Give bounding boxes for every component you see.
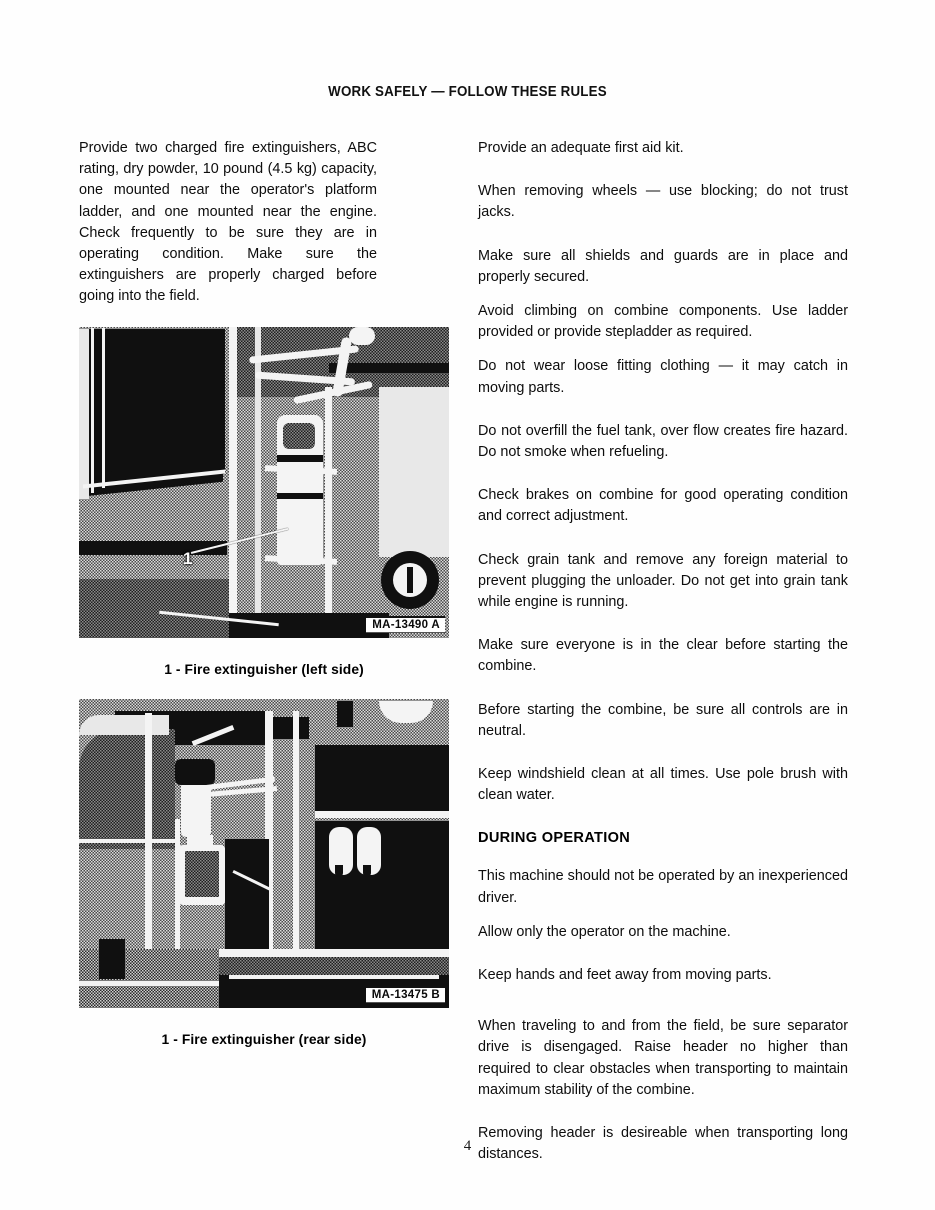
paragraph-removing-header: Removing header is desireable when transporting long distances. (478, 1125, 848, 1163)
photo-id-label: MA-13475 B (366, 986, 445, 1003)
paragraph-inexperienced-driver: This machine should not be operated by an inexperienced driver. (478, 868, 848, 906)
paragraph-traveling-field: When traveling to and from the field, be sure separator drive is disengaged. Raise header no higher than required to clear obstacles when transporting to maintain maximum stability of the combine. (478, 1018, 848, 1098)
paragraph-first-aid-kit: Provide an adequate first aid kit. (478, 140, 684, 156)
paragraph-fuel-tank: Do not overfill the fuel tank, over flow creates fire hazard. Do not smoke when refueling. (478, 422, 848, 461)
paragraph-shields-guards: Make sure all shields and guards are in place and properly secured. (478, 247, 848, 285)
paragraph-check-brakes: Check brakes on combine for good operating condition and correct adjustment. (478, 487, 848, 525)
paragraph-grain-tank: Check grain tank and remove any foreign material to prevent plugging the unloader. Do not get into grain tank while engine is running. (478, 551, 848, 611)
paragraph-only-operator: Allow only the operator on the machine. (478, 923, 731, 940)
figure-fire-extinguisher-rear (79, 699, 449, 1047)
figure-caption: 1 - Fire extinguisher (left side) (164, 662, 364, 677)
right-column (478, 138, 848, 1181)
paragraph-windshield-clean: Keep windshield clean at all times. Use pole brush with clean water. (478, 766, 848, 804)
paragraph-hands-feet-away: Keep hands and feet away from moving parts. (478, 967, 772, 984)
paragraph-fire-extinguishers: Provide two charged fire extinguishers, ABC rating, dry powder, 10 pound (4.5 kg) capacity, one mounted near the operator's platform ladder, and one mounted near the engine. Check frequently to be sure they are in operating condition. Make sure the extinguishers are properly charged before going into the field. (79, 140, 377, 305)
page-title: WORK SAFELY — FOLLOW THESE RULES (328, 84, 607, 100)
paragraph-avoid-climbing: Avoid climbing on combine components. Use ladder provided or provide stepladder as required. (478, 303, 848, 341)
photo-fire-extinguisher-left (79, 327, 449, 638)
paragraph-removing-wheels: When removing wheels — use blocking; do not trust jacks. (478, 183, 848, 221)
figure-fire-extinguisher-left (79, 327, 449, 677)
page-number: 4 (463, 1138, 472, 1154)
paragraph-controls-neutral: Before starting the combine, be sure all controls are in neutral. (478, 701, 848, 739)
photo-id-label: MA-13490 A (366, 616, 445, 633)
paragraph-everyone-clear: Make sure everyone is in the clear before starting the combine. (478, 637, 848, 675)
callout-number-1: 1 (183, 549, 193, 568)
photo-fire-extinguisher-rear (79, 699, 449, 1008)
section-heading-during-operation: DURING OPERATION (478, 830, 631, 847)
paragraph-loose-clothing: Do not wear loose fitting clothing — it may catch in moving parts. (478, 358, 848, 396)
figure-caption: 1 - Fire extinguisher (rear side) (161, 1032, 367, 1047)
